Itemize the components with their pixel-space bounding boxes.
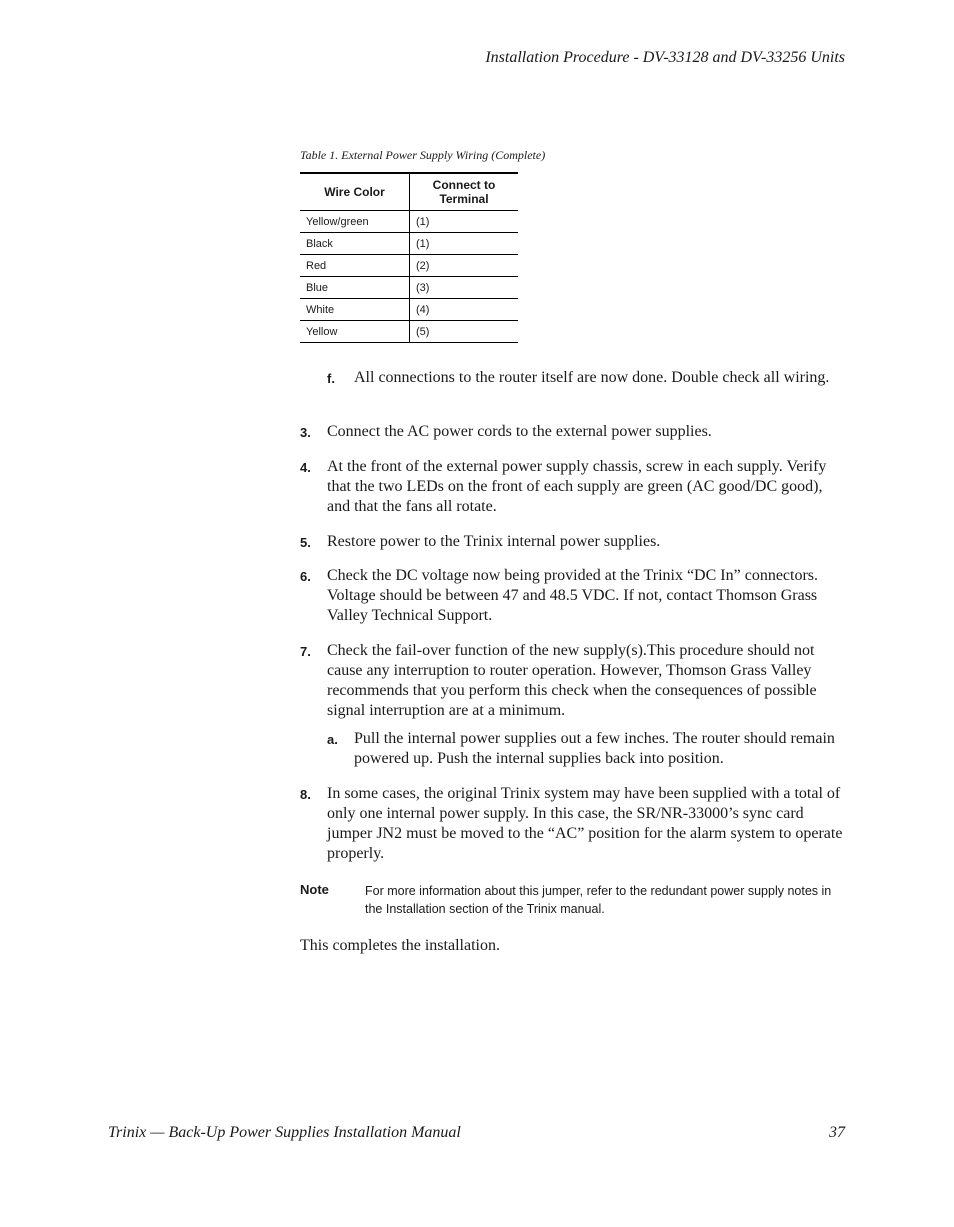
step-number: a.	[327, 732, 338, 747]
wire-color-cell: Yellow/green	[300, 211, 410, 233]
terminal-cell: (4)	[410, 299, 519, 321]
step-text: Check the DC voltage now being provided at the Trinix “DC In” connectors. Voltage should be between 47 and 48.5 VDC. If not, contact Thomson Grass Valley Technical Support.	[327, 567, 819, 624]
wire-color-cell: Blue	[300, 277, 410, 299]
terminal-cell: (1)	[410, 233, 519, 255]
running-head: Installation Procedure - DV-33128 and DV-33256 Units	[485, 49, 845, 66]
step-text: Restore power to the Trinix internal power supplies.	[327, 533, 661, 550]
table-row	[300, 321, 518, 343]
wiring-table	[300, 172, 518, 343]
wire-color-cell: Black	[300, 233, 410, 255]
step-number: 5.	[300, 535, 311, 550]
closing-text: This completes the installation.	[300, 937, 500, 954]
table-row	[300, 277, 518, 299]
note-text: For more information about this jumper, refer to the redundant power supply notes in the Installation section of the Trinix manual.	[365, 884, 832, 916]
page-number: 37	[829, 1124, 845, 1141]
footer-title: Trinix — Back-Up Power Supplies Installation Manual	[108, 1124, 461, 1141]
header-connect-terminal: Connect to Terminal	[410, 173, 519, 211]
wire-color-cell: Red	[300, 255, 410, 277]
step-number: 6.	[300, 569, 311, 584]
step-number: 7.	[300, 644, 311, 659]
step-number: 8.	[300, 787, 311, 802]
step-text: Connect the AC power cords to the external power supplies.	[327, 423, 712, 440]
table-header-row	[300, 173, 518, 211]
table-row	[300, 233, 518, 255]
step-number: 3.	[300, 425, 311, 440]
step-text: In some cases, the original Trinix system may have been supplied with a total of only one internal power supply. In this case, the SR/NR-33000’s sync card jumper JN2 must be moved to the “AC” position for the alarm system to operate properly.	[327, 785, 843, 862]
terminal-cell: (5)	[410, 321, 519, 343]
terminal-cell: (3)	[410, 277, 519, 299]
wire-color-cell: White	[300, 299, 410, 321]
table-row	[300, 211, 518, 233]
step-text: Check the fail-over function of the new supply(s).This procedure should not cause any interruption to router operation. However, Thomson Grass Valley recommends that you perform this check when the consequences of possible signal interruption are at a minimum.	[327, 642, 817, 719]
step-number: 4.	[300, 460, 311, 475]
table-caption: Table 1. External Power Supply Wiring (Complete)	[300, 148, 546, 162]
terminal-cell: (1)	[410, 211, 519, 233]
note-label: Note	[300, 882, 329, 897]
table-row	[300, 255, 518, 277]
header-wire-color: Wire Color	[300, 173, 410, 211]
step-text: All connections to the router itself are now done. Double check all wiring.	[354, 369, 830, 386]
wire-color-cell: Yellow	[300, 321, 410, 343]
step-text: Pull the internal power supplies out a few inches. The router should remain powered up. Push the internal supplies back into position.	[354, 730, 835, 767]
table-row	[300, 299, 518, 321]
step-number: f.	[327, 371, 335, 386]
step-text: At the front of the external power supply chassis, screw in each supply. Verify that the two LEDs on the front of each supply are green (AC good/DC good), and that the fans all rotate.	[327, 458, 827, 515]
terminal-cell: (2)	[410, 255, 519, 277]
